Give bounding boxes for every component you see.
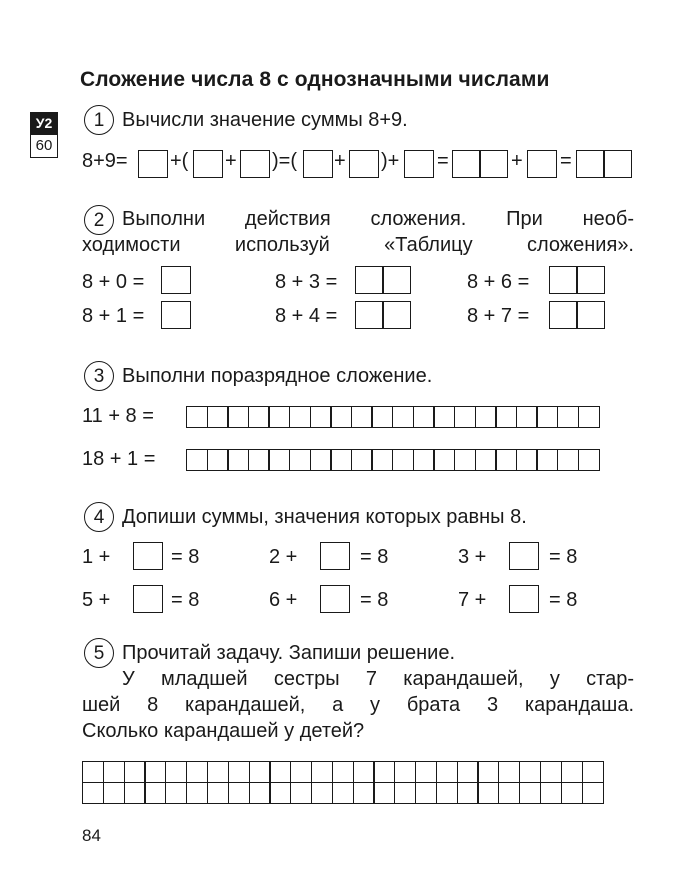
answer-box[interactable]	[133, 585, 163, 613]
answer-box[interactable]	[240, 150, 270, 178]
grid-cell[interactable]	[165, 761, 187, 783]
grid-cell[interactable]	[124, 782, 146, 804]
grid-cell[interactable]	[332, 761, 354, 783]
task1-text: Вычисли значение суммы 8+9.	[122, 109, 408, 131]
grid-cell[interactable]	[477, 761, 499, 783]
grid-cell[interactable]	[311, 761, 333, 783]
grid-cell[interactable]	[394, 782, 416, 804]
grid-cell[interactable]	[561, 782, 583, 804]
task4-right: = 8	[360, 546, 389, 568]
grid-cell[interactable]	[475, 449, 497, 471]
grid-cell[interactable]	[436, 782, 458, 804]
task2-expr: 8 + 6 =	[467, 271, 530, 293]
grid-cell[interactable]	[582, 761, 604, 783]
grid-cell[interactable]	[124, 761, 146, 783]
task1-sym: +(	[170, 150, 189, 172]
grid-cell[interactable]	[103, 761, 125, 783]
section-tag	[30, 112, 58, 158]
grid-cell[interactable]	[392, 406, 414, 428]
grid-row	[82, 782, 602, 803]
task4-text: Допиши суммы, значения которых равны 8.	[122, 506, 527, 528]
grid-cell[interactable]	[519, 782, 541, 804]
grid-cell[interactable]	[186, 406, 208, 428]
grid-row	[82, 761, 602, 782]
answer-box[interactable]	[138, 150, 168, 178]
grid-cell[interactable]	[475, 406, 497, 428]
grid-cell[interactable]	[557, 449, 579, 471]
grid-cell[interactable]	[536, 406, 558, 428]
answer-box[interactable]	[161, 301, 191, 329]
task4-right: = 8	[171, 589, 200, 611]
answer-box[interactable]	[320, 585, 350, 613]
grid-cell[interactable]	[457, 761, 479, 783]
grid-cell[interactable]	[351, 449, 373, 471]
task1-sym: +	[225, 150, 237, 172]
task-number-1: 1	[84, 105, 114, 135]
task-number-3: 3	[84, 361, 114, 391]
grid-cell[interactable]	[144, 761, 166, 783]
task-number-2: 2	[84, 205, 114, 235]
task4-left: 3 +	[458, 546, 487, 568]
answer-box[interactable]	[404, 150, 434, 178]
page-title: Сложение числа 8 с однозначными числами	[80, 68, 550, 91]
task2-expr: 8 + 3 =	[275, 271, 338, 293]
box-divider	[382, 301, 384, 329]
grid-cell[interactable]	[540, 782, 562, 804]
grid-cell[interactable]	[228, 782, 250, 804]
grid-cell[interactable]	[249, 761, 271, 783]
grid-cell[interactable]	[165, 782, 187, 804]
grid-cell[interactable]	[536, 449, 558, 471]
grid-cell[interactable]	[310, 406, 332, 428]
task2-expr: 8 + 1 =	[82, 305, 145, 327]
grid-cell[interactable]	[310, 449, 332, 471]
task4-left: 6 +	[269, 589, 298, 611]
grid-cell[interactable]	[330, 449, 352, 471]
task-number-4: 4	[84, 502, 114, 532]
grid-cell[interactable]	[269, 782, 291, 804]
task4-right: = 8	[549, 546, 578, 568]
task4-left: 5 +	[82, 589, 111, 611]
task2-text-line2: ходимости используй «Таблицу сложения».	[82, 234, 634, 256]
grid-cell[interactable]	[557, 406, 579, 428]
answer-box[interactable]	[509, 585, 539, 613]
grid-cell[interactable]	[516, 406, 538, 428]
grid-cell[interactable]	[82, 761, 104, 783]
task4-right: = 8	[360, 589, 389, 611]
answer-box[interactable]	[509, 542, 539, 570]
grid-cell[interactable]	[207, 761, 229, 783]
grid-cell[interactable]	[578, 406, 600, 428]
task1-sym: +	[511, 150, 523, 172]
grid-cell[interactable]	[207, 449, 229, 471]
grid-cell[interactable]	[186, 782, 208, 804]
task3-expr: 18 + 1 =	[82, 448, 156, 470]
grid-cell[interactable]	[457, 782, 479, 804]
grid-cell[interactable]	[540, 761, 562, 783]
answer-box[interactable]	[527, 150, 557, 178]
grid-cell[interactable]	[207, 782, 229, 804]
grid-cell[interactable]	[454, 449, 476, 471]
grid-cell[interactable]	[394, 761, 416, 783]
answer-box[interactable]	[193, 150, 223, 178]
grid-cell[interactable]	[330, 406, 352, 428]
problem-line-3: Сколько карандашей у детей?	[82, 720, 365, 742]
grid-cell[interactable]	[561, 761, 583, 783]
task1-sym: +	[334, 150, 346, 172]
task4-left: 2 +	[269, 546, 298, 568]
page-number: 84	[82, 826, 101, 845]
grid-cell[interactable]	[371, 449, 393, 471]
task2-text-line1: Выполни действия сложения. При необ-	[122, 208, 634, 230]
grid-cell[interactable]	[415, 761, 437, 783]
box-divider	[382, 266, 384, 294]
grid-cell[interactable]	[228, 761, 250, 783]
digit-grid[interactable]	[186, 449, 598, 471]
problem-line-1: У младшей сестры 7 карандашей, у стар-	[122, 668, 634, 690]
grid-cell[interactable]	[373, 761, 395, 783]
grid-cell[interactable]	[433, 406, 455, 428]
grid-cell[interactable]	[289, 406, 311, 428]
grid-cell[interactable]	[144, 782, 166, 804]
grid-cell[interactable]	[82, 782, 104, 804]
answer-box[interactable]	[349, 150, 379, 178]
digit-grid[interactable]	[186, 406, 598, 428]
grid-cell[interactable]	[353, 761, 375, 783]
grid-cell[interactable]	[454, 406, 476, 428]
box-divider	[603, 150, 605, 178]
task4-right: = 8	[171, 546, 200, 568]
grid-cell[interactable]	[248, 449, 270, 471]
grid-cell[interactable]	[290, 761, 312, 783]
grid-cell[interactable]	[351, 406, 373, 428]
grid-cell[interactable]	[371, 406, 393, 428]
grid-cell[interactable]	[498, 782, 520, 804]
task3-text: Выполни поразрядное сложение.	[122, 365, 433, 387]
grid-cell[interactable]	[227, 406, 249, 428]
task1-lead: 8+9=	[82, 150, 128, 172]
grid-cell[interactable]	[332, 782, 354, 804]
answer-box[interactable]	[320, 542, 350, 570]
box-divider	[576, 266, 578, 294]
grid-cell[interactable]	[186, 449, 208, 471]
task-number-5: 5	[84, 638, 114, 668]
task4-right: = 8	[549, 589, 578, 611]
grid-cell[interactable]	[186, 761, 208, 783]
grid-cell[interactable]	[248, 406, 270, 428]
task4-left: 7 +	[458, 589, 487, 611]
answer-box[interactable]	[303, 150, 333, 178]
section-tag-page: 60	[30, 134, 58, 158]
grid-cell[interactable]	[519, 761, 541, 783]
solution-grid[interactable]	[82, 761, 602, 803]
grid-cell[interactable]	[268, 406, 290, 428]
task1-sym: =	[437, 150, 449, 172]
grid-cell[interactable]	[373, 782, 395, 804]
problem-line-2: шей 8 карандашей, а у брата 3 карандаша.	[82, 694, 634, 716]
grid-cell[interactable]	[477, 782, 499, 804]
grid-cell[interactable]	[578, 449, 600, 471]
task4-left: 1 +	[82, 546, 111, 568]
grid-cell[interactable]	[207, 406, 229, 428]
grid-cell[interactable]	[249, 782, 271, 804]
grid-cell[interactable]	[495, 449, 517, 471]
grid-cell[interactable]	[413, 406, 435, 428]
task3-expr: 11 + 8 =	[82, 405, 154, 427]
task1-equation	[82, 150, 642, 182]
task1-sym: )+	[381, 150, 400, 172]
grid-cell[interactable]	[103, 782, 125, 804]
grid-cell[interactable]	[311, 782, 333, 804]
grid-cell[interactable]	[436, 761, 458, 783]
grid-cell[interactable]	[498, 761, 520, 783]
box-divider	[576, 301, 578, 329]
grid-cell[interactable]	[268, 449, 290, 471]
grid-cell[interactable]	[433, 449, 455, 471]
grid-cell[interactable]	[415, 782, 437, 804]
grid-cell[interactable]	[516, 449, 538, 471]
section-tag-code: У2	[30, 112, 58, 134]
grid-cell[interactable]	[582, 782, 604, 804]
grid-cell[interactable]	[290, 782, 312, 804]
task1-sym: =	[560, 150, 572, 172]
box-divider	[479, 150, 481, 178]
answer-box[interactable]	[133, 542, 163, 570]
task2-expr: 8 + 7 =	[467, 305, 530, 327]
answer-box[interactable]	[161, 266, 191, 294]
grid-cell[interactable]	[227, 449, 249, 471]
task5-text: Прочитай задачу. Запиши решение.	[122, 642, 456, 664]
grid-cell[interactable]	[289, 449, 311, 471]
grid-cell[interactable]	[353, 782, 375, 804]
task2-expr: 8 + 4 =	[275, 305, 338, 327]
grid-cell[interactable]	[392, 449, 414, 471]
task1-sym: )=(	[272, 150, 297, 172]
grid-cell[interactable]	[413, 449, 435, 471]
task2-expr: 8 + 0 =	[82, 271, 145, 293]
grid-cell[interactable]	[495, 406, 517, 428]
grid-cell[interactable]	[269, 761, 291, 783]
